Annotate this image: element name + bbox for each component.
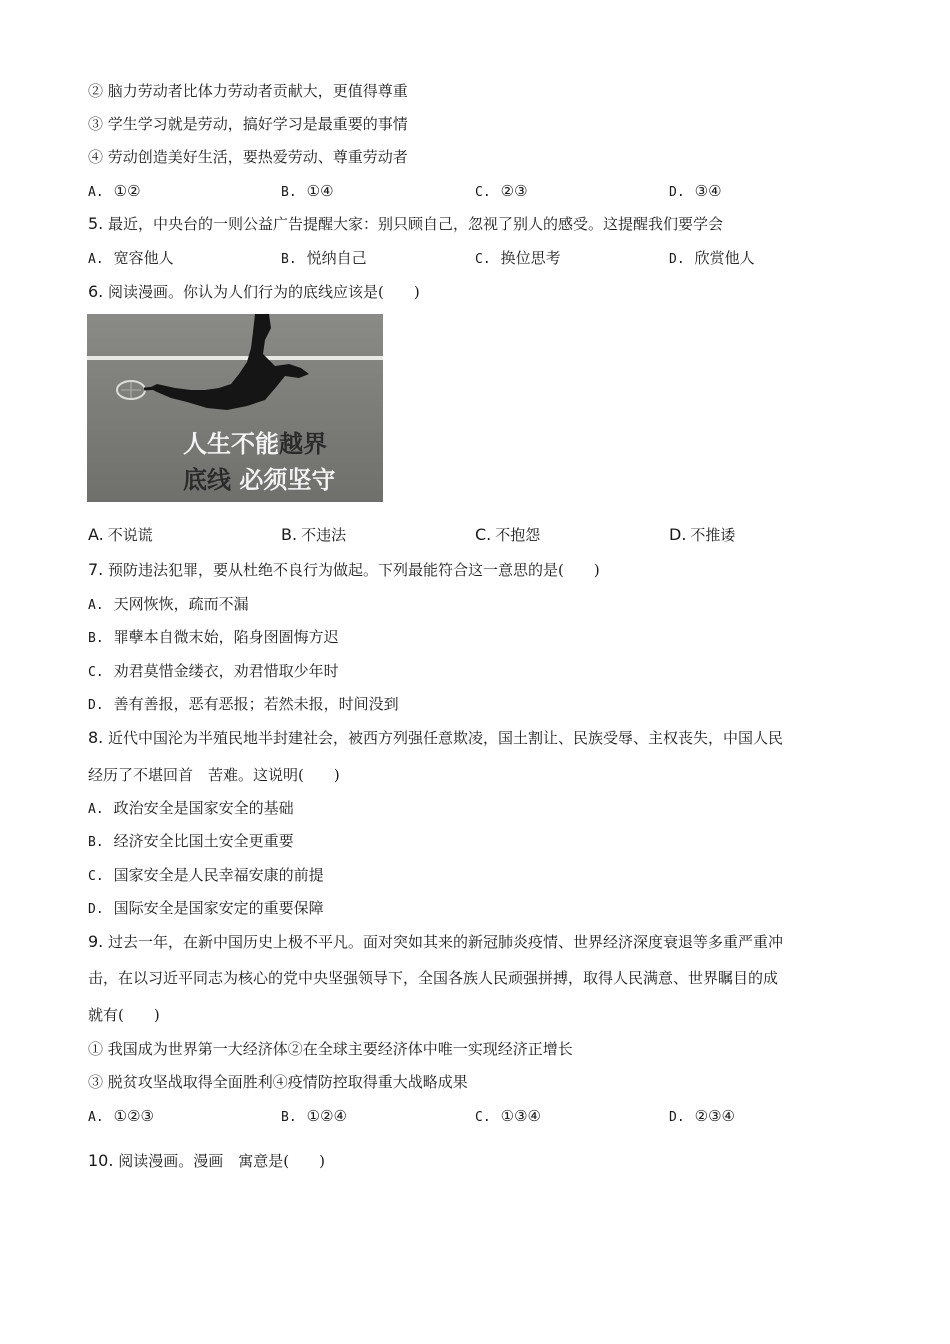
q4-item-3: ③ 学生学习就是劳动，搞好学习是最重要的事情 [88, 115, 408, 133]
q9-stem-line-2: 击，在以习近平同志为核心的党中央坚强领导下，全国各族人民顽强拼搏，取得人民满意、世界瞩目的成 [88, 969, 779, 987]
q7-stem [88, 560, 600, 580]
q9-items-line-2: ③ 脱贫攻坚战取得全面胜利④疫情防控取得重大战略成果 [88, 1073, 468, 1091]
q6-option-c[interactable]: C. 不抱怨 [475, 525, 541, 544]
q4-option-c[interactable]: C. ②③ [475, 182, 528, 200]
q9-items-line-1: ① 我国成为世界第一大经济体②在全球主要经济体中唯一实现经济正增长 [88, 1040, 573, 1058]
q4-option-a[interactable]: A. ①② [88, 182, 141, 200]
q5-stem [88, 214, 723, 234]
q7-option-d[interactable]: D. 善有善报，恶有恶报；若然未报，时间没到 [88, 695, 399, 713]
q5-options [88, 248, 888, 268]
q9-number: 9. [88, 932, 104, 951]
q5-option-c[interactable]: C. 换位思考 [475, 249, 561, 267]
q7-number: 7. [88, 560, 104, 579]
q8-option-c[interactable]: C. 国家安全是人民幸福安康的前提 [88, 866, 324, 884]
q10-text: 阅读漫画。漫画 寓意是( ) [118, 1152, 325, 1170]
q8-number: 8. [88, 728, 104, 747]
q9-option-a[interactable]: A. ①②③ [88, 1107, 154, 1125]
q5-option-d[interactable]: D. 欣赏他人 [669, 249, 755, 267]
q6-option-a[interactable]: A. 不说谎 [88, 525, 153, 544]
q5-option-a[interactable]: A. 宽容他人 [88, 249, 174, 267]
q4-options [88, 181, 888, 201]
q7-option-b[interactable]: B. 罪孽本自微末始，陷身囹圄悔方迟 [88, 628, 339, 646]
comic-caption-2: 底线 必须坚守 [183, 466, 336, 494]
comic-caption-1: 人生不能越界 [183, 430, 327, 458]
q8-option-a[interactable]: A. 政治安全是国家安全的基础 [88, 799, 294, 817]
q8-stem-line-1: 8. 近代中国沦为半殖民地半封建社会，被西方列强任意欺凌，国土割让、民族受辱、主权丧失，中国人民 [88, 728, 784, 747]
q5-option-b[interactable]: B. 悦纳自己 [281, 249, 367, 267]
q5-number: 5. [88, 214, 104, 233]
boundary-line [87, 356, 383, 360]
q9-option-c[interactable]: C. ①③④ [475, 1107, 541, 1125]
q6-text: 阅读漫画。你认为人们行为的底线应该是( ) [108, 283, 420, 301]
q7-option-c[interactable]: C. 劝君莫惜金缕衣，劝君惜取少年时 [88, 662, 339, 680]
q9-stem-line-3: 就有( ) [88, 1006, 160, 1024]
q8-stem-line-2: 经历了不堪回首 苦难。这说明( ) [88, 766, 340, 784]
q6-option-b[interactable]: B. 不违法 [281, 525, 347, 544]
q9-options [88, 1106, 888, 1126]
q4-option-d[interactable]: D. ③④ [669, 182, 722, 200]
q7-text: 预防违法犯罪，要从杜绝不良行为做起。下列最能符合这一意思的是( ) [108, 561, 600, 579]
q9-option-d[interactable]: D. ②③④ [669, 1107, 735, 1125]
q8-option-b[interactable]: B. 经济安全比国土安全更重要 [88, 832, 294, 850]
q9-option-b[interactable]: B. ①②④ [281, 1107, 347, 1125]
q4-item-4: ④ 劳动创造美好生活，要热爱劳动、尊重劳动者 [88, 148, 408, 166]
q6-number: 6. [88, 282, 104, 301]
q6-option-d[interactable]: D. 不推诿 [669, 525, 736, 544]
q7-option-a[interactable]: A. 天网恢恢，疏而不漏 [88, 595, 249, 613]
q8-option-d[interactable]: D. 国际安全是国家安定的重要保障 [88, 899, 324, 917]
q5-text: 最近，中央台的一则公益广告提醒大家：别只顾自己，忽视了别人的感受。这提醒我们要学会 [108, 215, 724, 233]
comic-image [87, 314, 383, 502]
q6-options [88, 525, 888, 545]
q4-item-2: ② 脑力劳动者比体力劳动者贡献大，更值得尊重 [88, 82, 408, 100]
q9-stem-line-1: 9. 过去一年，在新中国历史上极不平凡。面对突如其来的新冠肺炎疫情、世界经济深度衰退等多重严重冲 [88, 932, 784, 951]
q10-number: 10. [88, 1151, 114, 1170]
q4-option-b[interactable]: B. ①④ [281, 182, 334, 200]
q6-stem [88, 282, 420, 302]
q10-stem [88, 1151, 325, 1171]
